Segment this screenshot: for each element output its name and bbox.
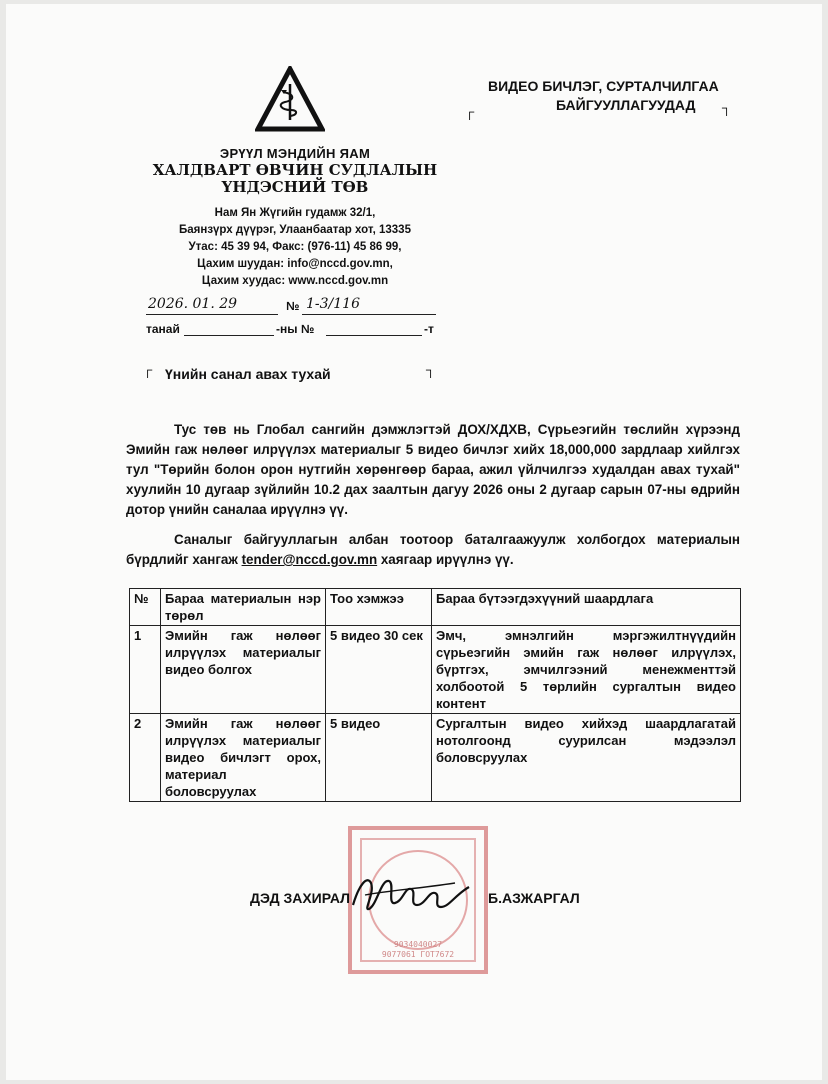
table-cell: 5 видео [326, 714, 432, 802]
signatory-title: ДЭД ЗАХИРАЛ [250, 890, 350, 906]
body-text: Тус төв нь Глобал сангийн дэмжлэгтэй ДОХ/ХДХВ, Сүрьеэгийн төслийн хүрээнд Эмийн гаж нөлөөг илрүүлэх материалыг 5 видео бичлэг хийх 18,000,000 зардлаар хийлгэх тул "Төрийн болон орон нутгийн хөрөнгөөр бараа, ажил үйлчилгээ худалдан авах тухай" хуулийн 10 дугаар зүйлийн 10.2 дах заалтын дагуу 2026 оны 2 дугаар сарын 07-ны өдрийн дотор үнийн саналаа ирүүлнэ үү. [126, 422, 740, 517]
recipient-bracket-left-icon: ┌ [465, 104, 475, 119]
stamp-number-1: 9034040027 [393, 940, 443, 949]
recipient [488, 77, 788, 115]
body-paragraph-1 [126, 420, 740, 520]
address-line: Цахим хуудас: www.nccd.gov.mn [201, 275, 389, 287]
address-line: Цахим шуудан: info@nccd.gov.mn, [197, 258, 393, 270]
document-date: 2026. 01. 29 [148, 296, 238, 312]
address-line: Утас: 45 39 94, Факс: (976-11) 45 86 99, [188, 241, 402, 253]
nii-number-label: -ны № [276, 322, 315, 336]
address-line: Баянзүрх дүүрэг, Улаанбаатар хот, 13335 [179, 224, 411, 236]
t-suffix: -т [424, 322, 434, 336]
stamp-number-2: 9077061 ГОТ7672 [381, 950, 455, 959]
handwritten-signature-icon [345, 865, 475, 925]
body-text-before: Саналыг байгууллагын албан тоотоор баталгаажуулж холбогдох материалын бүрдлийг хангаж [126, 532, 740, 567]
table-header: Бараа бүтээгдэхүүний шаардлага [432, 589, 741, 626]
organization-name [130, 162, 460, 196]
table-cell: 2 [130, 714, 161, 802]
reference-line [146, 322, 436, 342]
subject-bracket-right-icon: ┐ [426, 362, 436, 377]
requirements-table [129, 588, 741, 802]
table-row [130, 714, 741, 802]
date-number-line [146, 296, 436, 318]
table-cell: 5 видео 30 сек [326, 626, 432, 714]
tanai-label: танай [146, 322, 180, 336]
table-header: Тоо хэмжээ [326, 589, 432, 626]
ministry-name: ЭРҮҮЛ МЭНДИЙН ЯАМ [219, 146, 371, 161]
subject: Үнийн санал авах тухай [165, 366, 331, 382]
body-text-after: хаягаар ирүүлнэ үү. [377, 552, 514, 567]
ministry-logo-icon [255, 66, 325, 132]
table-cell: Эмийн гаж нөлөөг илрүүлэх материалыг видео бичлэгт орох, материал боловсруулах [161, 714, 326, 802]
table-cell: Сургалтын видео хийхэд шаардлагатай нотолгоонд суурилсан мэдээлэл боловсруулах [432, 714, 741, 802]
subject-bracket-left-icon: ┌ [143, 362, 153, 377]
number-label: № [286, 299, 300, 313]
recipient-bracket-right-icon: ┐ [722, 100, 732, 115]
signatory-name: Б.АЗЖАРГАЛ [488, 890, 580, 906]
table-cell: Эмийн гаж нөлөөг илрүүлэх материалыг видео болгох [161, 626, 326, 714]
table-cell: 1 [130, 626, 161, 714]
organization-address [110, 205, 480, 290]
tender-email-link[interactable]: tender@nccd.gov.mn [241, 552, 378, 567]
address-line: Нам Ян Жүгийн гудамж 32/1, [214, 207, 376, 219]
document-number: 1-3/116 [306, 296, 360, 312]
table-header: № [130, 589, 161, 626]
organization-name-line1: ХАЛДВАРТ ӨВЧИН СУДЛАЛЫН [152, 161, 438, 179]
organization-name-line2: ҮНДЭСНИЙ ТӨВ [221, 178, 369, 196]
body-text [126, 530, 740, 570]
table-cell: Эмч, эмнэлгийн мэргэжилтнүүдийн сүрьеэгийн эмийн гаж нөлөөг илрүүлэх, бүртгэх, эмчилгээний менежменттэй холбоотой 5 төрлийн сургалтын видео контент [432, 626, 741, 714]
table-header: Бараа материалын нэр төрөл [161, 589, 326, 626]
recipient-line2: БАЙГУУЛЛАГУУДАД [556, 97, 696, 113]
body-paragraph-2 [126, 530, 740, 570]
recipient-line1: ВИДЕО БИЧЛЭГ, СУРТАЛЧИЛГАА [488, 78, 719, 94]
table-header-row [130, 589, 741, 626]
table-row [130, 626, 741, 714]
